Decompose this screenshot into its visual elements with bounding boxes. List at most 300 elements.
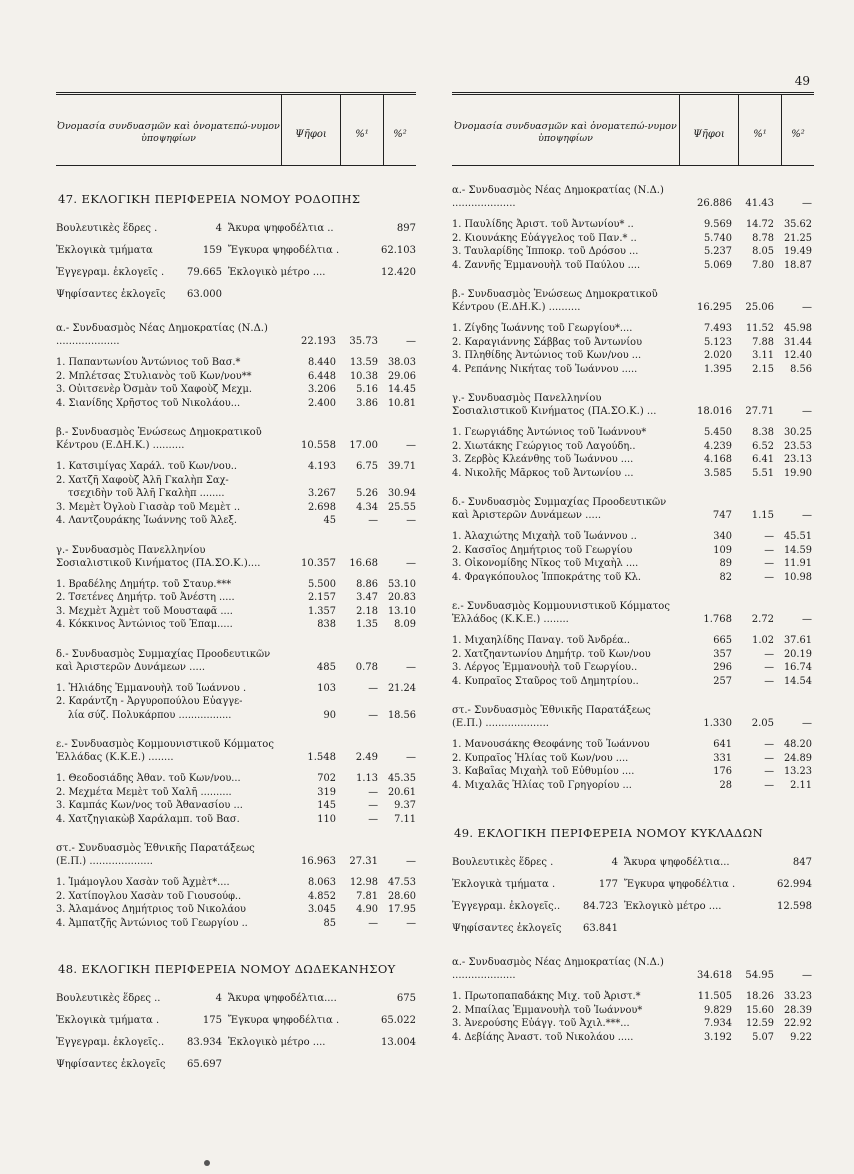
info-label-2: Ἄκυρα ψηφοδέλτια .. — [228, 223, 334, 234]
candidate-pct-party: 19.49 — [783, 246, 812, 257]
candidate-pct-party: 14.59 — [783, 544, 812, 556]
candidate-name-line: 4. Μιχαλᾶς Ἠλίας τοῦ Γρηγορίου ... — [452, 779, 632, 791]
candidate-pct-party: 28.60 — [387, 890, 416, 902]
candidate-row — [452, 648, 814, 662]
info-label: Ἐγγεγραμ. ἐκλογεῖς . — [56, 267, 165, 278]
candidate-pct-valid: 10.38 — [349, 370, 378, 382]
info-label-2: Ἐκλογικὸ μέτρο .... — [228, 1037, 326, 1048]
candidate-name — [452, 467, 687, 481]
candidate-row — [56, 605, 416, 619]
candidate-votes: 9.829 — [703, 1004, 732, 1016]
party-pct-2: — — [406, 336, 416, 347]
info-row — [452, 918, 814, 940]
party-row — [56, 544, 416, 570]
candidate-name-line: 1. Κατσιμίγας Χαράλ. τοῦ Κων/νου.. — [56, 461, 238, 472]
candidate-pct-party: 9.22 — [790, 1031, 812, 1043]
candidate-votes: 331 — [713, 752, 732, 764]
candidate-votes: 2.400 — [307, 397, 336, 409]
party-pct-valid: 27.71 — [745, 406, 774, 417]
candidate-pct-party: 29.06 — [387, 370, 416, 382]
candidate-row — [452, 752, 814, 766]
candidate-name — [452, 648, 687, 662]
party-votes: 485 — [316, 661, 336, 673]
candidate-votes: 5.740 — [703, 232, 732, 244]
header-votes-col: Ψῆφοι — [281, 95, 340, 165]
candidate-votes: 4.239 — [703, 440, 732, 452]
candidate-votes: 296 — [713, 662, 732, 673]
candidate-pct-valid: 8.38 — [752, 427, 774, 438]
candidate-row — [56, 682, 416, 696]
candidate-row — [452, 571, 814, 585]
candidate-votes: 5.450 — [703, 427, 732, 438]
info-label: Ἐκλογικὰ τμήματα — [56, 245, 153, 256]
candidate-pct-party: 45.98 — [783, 323, 812, 334]
info-row — [56, 284, 416, 306]
candidate-pct-valid: 8.05 — [752, 246, 774, 257]
candidate-row — [452, 363, 814, 377]
candidate-pct-party: 11.91 — [783, 558, 812, 569]
candidate-name-line: 2. Κυπραῖος Ἠλίας τοῦ Κων/νου .... — [452, 752, 629, 764]
candidate-row — [452, 232, 814, 246]
info-label: Ψηφίσαντες ἐκλογεῖς — [452, 923, 562, 934]
candidate-name-line-2: λία σύζ. Πολυκάρπου ................. — [68, 709, 232, 721]
candidate-name-line: 4. Λαντζουράκης Ἰωάννης τοῦ Ἀλεξ. — [56, 515, 238, 526]
candidate-name-line: 2. Μπλέτσας Στυλιανὸς τοῦ Κων/νου** — [56, 370, 252, 382]
section-title: 49. ΕΚΛΟΓΙΚΗ ΠΕΡΙΦΕΡΕΙΑ ΝΟΜΟΥ ΚΥΚΛΑΔΩΝ — [454, 826, 764, 840]
candidate-name — [56, 903, 291, 917]
candidate-name — [452, 675, 687, 689]
party-pct-valid: 1.15 — [751, 510, 774, 521]
candidate-pct-party: 14.54 — [783, 675, 812, 687]
candidate-name-line: 1. Ἀλαχιώτης Μιχαὴλ τοῦ Ἰωάννου .. — [452, 531, 637, 542]
candidate-name — [56, 514, 291, 528]
candidate-pct-valid: 7.88 — [752, 336, 774, 348]
candidate-votes: 7.934 — [703, 1018, 732, 1029]
party-pct-2: — — [802, 970, 812, 981]
candidate-name — [452, 336, 687, 350]
info-row — [56, 988, 416, 1010]
candidate-name — [56, 799, 291, 813]
candidate-row — [452, 530, 814, 544]
candidate-name — [56, 618, 291, 632]
party-row — [452, 704, 814, 730]
candidate-votes: 103 — [317, 682, 336, 694]
candidate-votes: 3.267 — [307, 488, 336, 499]
info-row — [56, 1032, 416, 1054]
spacer — [452, 626, 814, 634]
candidate-pct-valid: 6.41 — [752, 454, 774, 465]
candidate-pct-party: 20.19 — [783, 648, 812, 660]
candidate-pct-valid: 3.11 — [752, 350, 774, 361]
header-name-col: Ὀνομασία συνδυασμῶν καὶ ὀνοματεπώ-νυμον ὑποψηφίων — [57, 121, 280, 144]
candidate-pct-party: 38.03 — [387, 357, 416, 368]
candidate-name — [452, 571, 687, 585]
candidate-votes: 11.505 — [697, 991, 732, 1002]
candidate-row — [56, 356, 416, 370]
candidate-votes: 110 — [317, 813, 336, 825]
candidate-pct-party: 12.40 — [783, 350, 812, 361]
info-value-2: 62.103 — [381, 245, 416, 256]
candidate-pct-party: 31.44 — [783, 336, 812, 348]
candidate-name-line: 3. Καμπάς Κων/νος τοῦ Ἀθανασίου ... — [56, 800, 243, 811]
party-pct-valid: 2.72 — [751, 614, 774, 625]
party-pct-2: — — [802, 718, 812, 729]
spacer — [452, 210, 814, 218]
party-name: γ.- Συνδυασμὸς Πανελληνίου Σοσιαλιστικοῦ Κινήματος (ΠΑ.ΣΟ.Κ.) ... — [452, 393, 657, 417]
candidate-votes: 5.237 — [703, 246, 732, 257]
candidate-row — [452, 990, 814, 1004]
header-votes-col: Ψῆφοι — [679, 95, 738, 165]
candidate-pct-valid: — — [764, 571, 774, 583]
info-label: Βουλευτικὲς ἕδρες .. — [56, 993, 161, 1004]
party-name: στ.- Συνδυασμὸς Ἐθνικῆς Παρατάξεως (Ε.Π.) .................... — [56, 843, 255, 867]
header-name-col: Ὀνομασία συνδυασμῶν καὶ ὀνοματεπώ-νυμον ὑποψηφίων — [454, 121, 677, 144]
candidate-pct-valid: — — [368, 786, 378, 798]
candidate-votes: 7.493 — [703, 323, 732, 334]
candidate-name — [56, 695, 291, 722]
candidate-name-line: 1. Παυλίδης Ἀριστ. τοῦ Ἀντωνίου* .. — [452, 219, 634, 230]
candidate-row — [452, 661, 814, 675]
info-value-2: 897 — [396, 223, 416, 234]
candidate-row — [452, 245, 814, 259]
info-label: Ψηφίσαντες ἐκλογεῖς — [56, 289, 166, 300]
candidate-name — [56, 786, 291, 800]
candidate-pct-party: 10.81 — [387, 397, 416, 409]
candidate-pct-valid: — — [764, 544, 774, 556]
candidate-row — [56, 383, 416, 397]
party-name: α.- Συνδυασμὸς Νέας Δημοκρατίας (Ν.Δ.) .................... — [452, 957, 664, 981]
candidate-row — [56, 903, 416, 917]
candidate-row — [56, 917, 416, 931]
candidate-pct-valid: — — [368, 682, 378, 694]
info-row — [56, 1054, 416, 1076]
info-row — [56, 218, 416, 240]
header-pct2-col: %² — [781, 95, 814, 165]
candidate-name-line: 1. Βραδέλης Δημήτρ. τοῦ Σταυρ.*** — [56, 578, 232, 590]
info-row — [452, 896, 814, 918]
candidate-votes: 176 — [713, 766, 732, 777]
party-votes: 10.558 — [301, 440, 336, 451]
candidate-name-line: 3. Ἀνερούσης Εὐάγγ. τοῦ Ἀχιλ.***... — [452, 1018, 630, 1029]
candidate-pct-party: 23.13 — [783, 454, 812, 465]
candidate-pct-party: 18.87 — [783, 259, 812, 271]
party-pct-valid: 35.73 — [349, 336, 378, 347]
candidate-pct-valid: 6.75 — [356, 461, 378, 472]
info-value-2: 65.022 — [381, 1015, 416, 1026]
candidate-pct-party: 25.55 — [387, 501, 416, 513]
candidate-pct-valid: — — [764, 531, 774, 542]
info-label: Ἐγγεγραμ. ἐκλογεῖς.. — [56, 1037, 165, 1048]
candidate-name-line: 2. Χιωτάκης Γεώργιος τοῦ Λαγούδη.. — [452, 440, 636, 452]
candidate-name-line: 3. Ζερβὸς Κλεάνθης τοῦ Ἰωάννου .... — [452, 454, 634, 465]
candidate-pct-party: 20.61 — [387, 786, 416, 798]
candidate-row — [452, 1004, 814, 1018]
party-name: γ.- Συνδυασμὸς Πανελληνίου Σοσιαλιστικοῦ Κινήματος (ΠΑ.ΣΟ.Κ.).... — [56, 544, 261, 569]
candidate-pct-party: 21.24 — [387, 682, 416, 694]
candidate-pct-party: 2.11 — [790, 779, 812, 791]
party-pct-2: — — [802, 302, 812, 313]
candidate-pct-party: 37.61 — [783, 635, 812, 646]
candidate-pct-valid: — — [368, 515, 378, 526]
candidate-name — [56, 917, 291, 931]
party-votes: 1.768 — [703, 614, 732, 625]
candidate-name — [452, 779, 687, 793]
candidate-name — [452, 1004, 687, 1018]
candidate-pct-valid: 1.35 — [356, 619, 378, 630]
candidate-name — [56, 383, 291, 397]
candidate-name — [452, 245, 687, 259]
candidate-votes: 665 — [713, 635, 732, 646]
candidate-name-line: 1. Ζίγδης Ἰωάννης τοῦ Γεωργίου*.... — [452, 323, 633, 334]
party-row — [452, 496, 814, 522]
section-title: 48. ΕΚΛΟΓΙΚΗ ΠΕΡΙΦΕΡΕΙΑ ΝΟΜΟΥ ΔΩΔΕΚΑΝΗΣΟΥ — [58, 962, 396, 976]
candidate-pct-party: 17.95 — [387, 904, 416, 915]
candidate-row — [56, 813, 416, 827]
table-header-right — [452, 92, 814, 166]
candidate-row — [56, 695, 416, 722]
candidate-row — [56, 799, 416, 813]
candidate-pct-valid: — — [764, 648, 774, 660]
candidate-name — [452, 765, 687, 779]
candidate-name — [452, 259, 687, 273]
candidate-pct-valid: — — [764, 739, 774, 750]
candidate-pct-party: 48.20 — [783, 739, 812, 750]
candidate-row — [56, 786, 416, 800]
candidate-pct-valid: 2.15 — [752, 363, 774, 375]
candidate-votes: 3.192 — [703, 1031, 732, 1043]
candidate-pct-party: 47.53 — [387, 877, 416, 888]
party-pct-valid: 25.06 — [745, 302, 774, 313]
table-header-left — [56, 92, 416, 166]
candidate-votes: 3.045 — [307, 904, 336, 915]
candidate-name — [452, 1017, 687, 1031]
candidate-row — [56, 876, 416, 890]
party-votes: 22.193 — [301, 336, 336, 347]
candidate-pct-party: 30.94 — [387, 488, 416, 499]
party-votes: 26.886 — [697, 198, 732, 209]
candidate-votes: 1.395 — [703, 363, 732, 375]
candidate-row — [452, 675, 814, 689]
candidate-name-line: 2. Μπαίλας Ἐμμανουὴλ τοῦ Ἰωάννου* — [452, 1004, 643, 1016]
candidate-name-line: 2. Χατίπογλου Χασὰν τοῦ Γιουσούφ.. — [56, 890, 242, 902]
info-label-2: Ἔγκυρα ψηφοδέλτια . — [624, 879, 736, 890]
party-name: δ.- Συνδυασμὸς Συμμαχίας Προοδευτικῶν καὶ Ἀριστερῶν Δυνάμεων ..... — [452, 497, 667, 521]
candidate-votes: 82 — [719, 571, 732, 583]
candidate-votes: 702 — [317, 773, 336, 784]
info-label-2: Ἔγκυρα ψηφοδέλτια . — [228, 1015, 340, 1026]
candidate-pct-party: 18.56 — [387, 709, 416, 721]
candidate-name-line: 3. Ταυλαρίδης Ἱπποκρ. τοῦ Δρόσου ... — [452, 246, 639, 257]
candidate-row — [452, 544, 814, 558]
party-pct-2: — — [802, 198, 812, 209]
right-column — [452, 92, 814, 1044]
header-pct2-col: %² — [383, 95, 416, 165]
spacer — [56, 868, 416, 876]
candidate-pct-party: 20.83 — [387, 592, 416, 603]
candidate-pct-valid: 11.52 — [745, 323, 774, 334]
candidate-name — [56, 501, 291, 515]
candidate-pct-valid: 12.59 — [745, 1018, 774, 1029]
party-name: α.- Συνδυασμὸς Νέας Δημοκρατίας (Ν.Δ.) .................... — [56, 323, 268, 347]
candidate-name — [452, 349, 687, 363]
info-value: 159 — [202, 245, 222, 256]
party-pct-2: — — [406, 856, 416, 867]
candidate-votes: 90 — [323, 709, 336, 721]
spacer — [452, 314, 814, 322]
info-label: Ἐγγεγραμ. ἐκλογεῖς.. — [452, 901, 561, 912]
candidate-pct-valid: 1.13 — [356, 773, 378, 784]
party-pct-valid: 0.78 — [355, 661, 378, 673]
candidate-name-line: 1. Ἠλιάδης Ἐμμανουὴλ τοῦ Ἰωάννου . — [56, 682, 247, 694]
candidate-pct-valid: — — [764, 766, 774, 777]
party-pct-valid: 41.43 — [745, 198, 774, 209]
info-value-2: 13.004 — [381, 1037, 416, 1048]
candidate-name-line: 2. Μεχμέτα Μεμὲτ τοῦ Χαλῆ .......... — [56, 786, 232, 798]
party-votes: 18.016 — [697, 406, 732, 417]
info-label: Ἐκλογικὰ τμήματα . — [452, 879, 556, 890]
candidate-pct-party: 8.09 — [394, 619, 416, 630]
info-value-2: 847 — [792, 857, 812, 868]
candidate-row — [452, 453, 814, 467]
candidate-pct-valid: — — [764, 662, 774, 673]
candidate-pct-valid: 12.98 — [349, 877, 378, 888]
spacer — [452, 418, 814, 426]
info-row — [56, 240, 416, 262]
candidate-name — [56, 578, 291, 592]
candidate-row — [452, 467, 814, 481]
candidate-pct-valid: 5.16 — [356, 384, 378, 395]
info-value: 65.697 — [187, 1059, 222, 1070]
candidate-pct-party: 39.71 — [387, 461, 416, 472]
candidate-name-line: 1. Μανουσάκης Θεοφάνης τοῦ Ἰωάννου — [452, 739, 650, 750]
candidate-name — [56, 813, 291, 827]
party-row — [56, 322, 416, 348]
candidate-pct-valid: 18.26 — [745, 991, 774, 1002]
candidate-pct-valid: 2.18 — [356, 605, 378, 617]
info-label: Βουλευτικὲς ἕδρες . — [56, 223, 158, 234]
candidate-votes: 9.569 — [703, 219, 732, 230]
candidate-name-line: 2. Τσετένες Δημήτρ. τοῦ Ἀνέστη ..... — [56, 592, 235, 603]
candidate-pct-party: 30.25 — [783, 427, 812, 438]
candidate-name — [56, 460, 291, 474]
candidate-row — [56, 772, 416, 786]
candidate-votes: 319 — [317, 786, 336, 798]
candidate-name — [56, 591, 291, 605]
candidate-pct-valid: — — [764, 779, 774, 791]
header-pct1-col: %¹ — [738, 95, 781, 165]
candidate-votes: 4.168 — [703, 454, 732, 465]
page-number: 49 — [794, 74, 810, 88]
left-column — [56, 92, 416, 1076]
spacer — [452, 982, 814, 990]
info-value-2: 12.420 — [381, 267, 416, 278]
candidate-name — [56, 474, 291, 501]
party-votes: 1.330 — [703, 718, 732, 729]
party-pct-2: — — [406, 557, 416, 569]
info-label-2: Ἐκλογικὸ μέτρο .... — [228, 267, 326, 278]
info-value: 177 — [598, 879, 618, 890]
candidate-pct-valid: — — [368, 813, 378, 825]
candidate-votes: 4.193 — [307, 461, 336, 472]
candidate-votes: 8.440 — [307, 357, 336, 368]
candidate-pct-valid: 1.02 — [752, 635, 774, 646]
candidate-name — [452, 752, 687, 766]
candidate-row — [56, 578, 416, 592]
section-title: 47. ΕΚΛΟΓΙΚΗ ΠΕΡΙΦΕΡΕΙΑ ΝΟΜΟΥ ΡΟΔΟΠΗΣ — [58, 192, 361, 206]
candidate-name-line: 1. Πρωτοπαπαδάκης Μιχ. τοῦ Ἀριστ.* — [452, 991, 641, 1002]
party-pct-valid: 2.05 — [751, 718, 774, 729]
candidate-name-line: 4. Ἀμπατζῆς Ἀντώνιος τοῦ Γεωργίου .. — [56, 917, 248, 929]
candidate-pct-valid: 3.47 — [356, 592, 378, 603]
candidate-votes: 357 — [713, 648, 732, 660]
candidate-name — [452, 322, 687, 336]
candidate-row — [452, 557, 814, 571]
left-body — [56, 192, 416, 1076]
candidate-row — [452, 634, 814, 648]
candidate-name — [452, 738, 687, 752]
party-votes: 16.963 — [301, 856, 336, 867]
candidate-name — [452, 363, 687, 377]
candidate-votes: 145 — [317, 800, 336, 811]
party-votes: 34.618 — [697, 970, 732, 981]
candidate-votes: 1.357 — [307, 605, 336, 617]
candidate-votes: 257 — [713, 675, 732, 687]
info-value-2: 62.994 — [777, 879, 812, 890]
info-row — [452, 852, 814, 874]
candidate-name-line: 1. Γεωργιάδης Ἀντώνιος τοῦ Ἰωάννου* — [452, 427, 647, 438]
candidate-pct-valid: 4.34 — [356, 501, 378, 513]
spacer — [56, 452, 416, 460]
candidate-name — [452, 530, 687, 544]
candidate-votes: 4.852 — [307, 890, 336, 902]
candidate-name-line: 4. Δεβίάης Ἀναστ. τοῦ Νικολάου ..... — [452, 1031, 634, 1043]
candidate-row — [452, 779, 814, 793]
candidate-row — [452, 218, 814, 232]
candidate-name — [56, 397, 291, 411]
candidate-pct-party: 10.98 — [783, 571, 812, 583]
party-votes: 747 — [712, 510, 732, 521]
candidate-name — [452, 426, 687, 440]
candidate-name-line: 4. Χατζηγιακὼβ Χαράλαμπ. τοῦ Βασ. — [56, 813, 240, 825]
candidate-name-line: 4. Ρεπάνης Νικήτας τοῦ Ἰωάννου ..... — [452, 363, 638, 375]
candidate-name-line: 3. Οὐιτσενὲρ Ὀσμὰν τοῦ Χαφοὺζ Μεχμ. — [56, 384, 252, 395]
party-row — [452, 392, 814, 418]
spacer — [452, 522, 814, 530]
candidate-pct-party: 53.10 — [387, 578, 416, 590]
candidate-name — [452, 990, 687, 1004]
spacer — [452, 730, 814, 738]
candidate-name-line: 1. Παπαντωνίου Ἀντώνιος τοῦ Βασ.* — [56, 357, 241, 368]
candidate-pct-valid: 8.78 — [752, 232, 774, 244]
candidate-name-line: 4. Κυπραῖος Σταῦρος τοῦ Δημητρίου.. — [452, 675, 639, 687]
info-row — [452, 874, 814, 896]
candidate-name-line: 4. Κόκκινος Ἀντώνιος τοῦ Ἐπαμ..... — [56, 619, 233, 630]
candidate-votes: 2.020 — [703, 350, 732, 361]
candidate-pct-valid: — — [368, 709, 378, 721]
party-votes: 16.295 — [697, 302, 732, 313]
candidate-pct-valid: 5.07 — [752, 1031, 774, 1043]
candidate-row — [452, 426, 814, 440]
candidate-name-line: 3. Μεμὲτ Ὀγλοὺ Γιασὰρ τοῦ Μεμὲτ .. — [56, 501, 241, 513]
candidate-row — [452, 349, 814, 363]
party-name: α.- Συνδυασμὸς Νέας Δημοκρατίας (Ν.Δ.) .................... — [452, 185, 664, 209]
candidate-row — [56, 591, 416, 605]
candidate-pct-party: 14.45 — [387, 384, 416, 395]
candidate-name-line: 2. Καραγιάννης Σάββας τοῦ Ἀντωνίου — [452, 336, 643, 348]
candidate-name-line: 1. Ἰμάμογλου Χασὰν τοῦ Ἀχμὲτ*.... — [56, 877, 230, 888]
info-row — [56, 1010, 416, 1032]
candidate-pct-party: 45.51 — [783, 531, 812, 542]
